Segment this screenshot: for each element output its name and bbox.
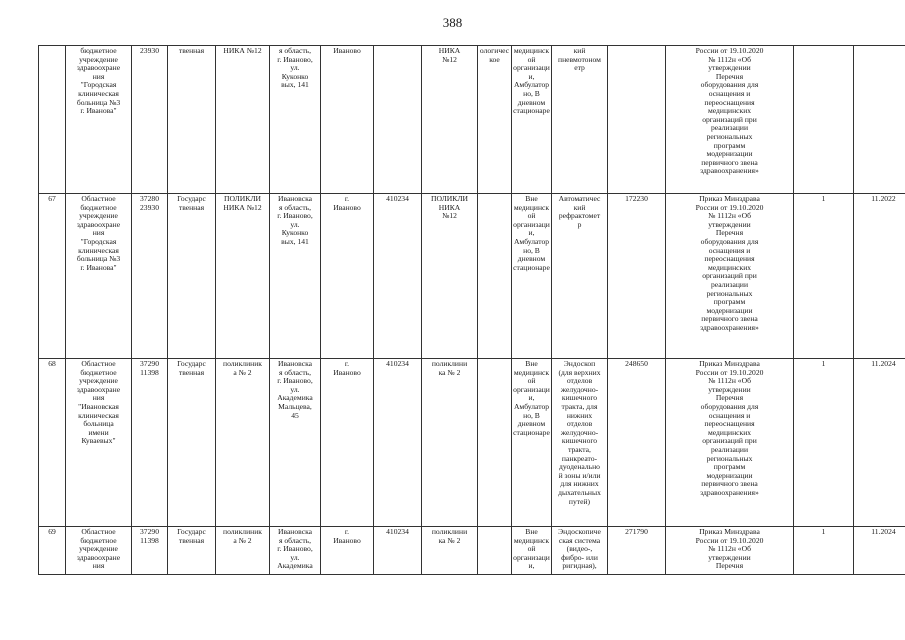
cell-inn [132, 194, 168, 359]
cell-text-line: НИКА №12 [223, 46, 262, 55]
cell-equipment-code [608, 194, 666, 359]
cell-address [270, 359, 321, 527]
cell-text-line: желудочно- [560, 427, 599, 437]
cell-text-line: первичного звена [701, 314, 758, 324]
table-row [39, 527, 905, 575]
cell-text-line: г. [344, 527, 350, 536]
cell-text-line: модернизации [706, 149, 753, 159]
cell-text-line: Перечня [715, 393, 744, 403]
cell-text-line: Академика [277, 561, 313, 571]
cell-text-line: утверждении [708, 63, 751, 73]
cell-unit-name [422, 46, 478, 194]
cell-unit-profile [478, 194, 512, 359]
cell-text-line: Ивановска [277, 359, 313, 368]
cell-text-line: ул. [290, 384, 300, 394]
cell-text-line: Иваново [333, 535, 361, 545]
cell-text-line: 23930 [140, 46, 159, 55]
cell-text-line: № 1112н «Об [708, 544, 751, 554]
cell-row-number [39, 194, 66, 359]
cell-text-line: 23930 [140, 202, 159, 212]
cell-text-line: 45 [291, 410, 299, 420]
cell-address [270, 46, 321, 194]
cell-text-line: медицинск [513, 202, 550, 212]
cell-text-line: поликлиник [223, 527, 262, 536]
cell-text-line: здравоохране [76, 219, 121, 229]
cell-text-line: 37290 [140, 359, 159, 368]
cell-text-line: здравоохране [76, 552, 121, 562]
cell-text-line: программ [713, 140, 746, 150]
cell-unit-name [422, 527, 478, 575]
cell-text-line: я область, [278, 367, 312, 377]
cell-text-line: медицинск [513, 46, 550, 55]
cell-unit-name [422, 359, 478, 527]
cell-inn [132, 527, 168, 575]
cell-text-line: реализации [710, 279, 749, 289]
cell-equipment-code [608, 46, 666, 194]
cell-text-line: отделов [566, 376, 593, 386]
cell-text-line: а № 2 [233, 535, 252, 545]
cell-text-line: 410234 [386, 527, 409, 536]
cell-text-line: оборудования для [700, 236, 759, 246]
cell-text-line: ния [92, 228, 105, 238]
cell-text-line: 172230 [625, 194, 648, 203]
cell-text-line: твенная [178, 202, 205, 212]
cell-text-line: Вне [525, 359, 538, 368]
cell-text-line: г. Иваново, [277, 54, 313, 64]
cell-text-line: но, В [523, 88, 540, 98]
cell-text-line: имени [88, 427, 109, 437]
cell-delivery-date [854, 359, 905, 527]
cell-text-line: Государс [177, 359, 206, 368]
cell-text-line: тракта, для [561, 401, 598, 411]
cell-unit-profile [478, 46, 512, 194]
cell-text-line: поликлиник [223, 359, 262, 368]
cell-unit-name [422, 194, 478, 359]
cell-ownership [168, 194, 216, 359]
cell-text-line: рефрактомет [558, 211, 601, 221]
cell-text-line: России от 19.10.2020 [695, 367, 764, 377]
cell-text-line: модернизации [706, 305, 753, 315]
cell-legal-basis [666, 527, 794, 575]
cell-text-line: программ [713, 462, 746, 472]
cell-address [270, 527, 321, 575]
cell-text-line: "Ивановская [78, 401, 119, 411]
cell-text-line: реализации [710, 123, 749, 133]
cell-text-line: Куваевых" [81, 436, 116, 446]
cell-text-line: дневном [517, 97, 546, 107]
cell-text-line: 37280 [140, 194, 159, 203]
cell-oktmo-code [374, 194, 422, 359]
cell-text-line: клиническая [78, 410, 119, 420]
cell-text-line: Ивановска [277, 527, 313, 536]
cell-text-line: 1 [821, 359, 826, 368]
cell-text-line: Амбулатор [513, 401, 550, 411]
cell-text-line: первичного звена [701, 157, 758, 167]
cell-text-line: региональных [706, 131, 753, 141]
cell-text-line: я область, [278, 535, 312, 545]
cell-text-line: твенная [178, 535, 205, 545]
cell-text-line: России от 19.10.2020 [695, 535, 764, 545]
cell-text-line: Государс [177, 194, 206, 203]
cell-subdivision [216, 359, 270, 527]
cell-text-line: стационаре [513, 427, 550, 437]
cell-text-line: 69 [48, 527, 56, 536]
cell-text-line: Иваново [333, 46, 361, 55]
cell-text-line: Куконко [281, 71, 309, 81]
cell-text-line: Куконко [281, 228, 309, 238]
cell-text-line: ская система [558, 535, 601, 545]
cell-text-line: "Городская [80, 236, 117, 246]
cell-care-conditions [512, 194, 552, 359]
cell-text-line: но, В [523, 245, 540, 255]
cell-text-line: г. [344, 359, 350, 368]
cell-text-line: Иваново [333, 367, 361, 377]
cell-text-line: программ [713, 297, 746, 307]
cell-text-line: и, [528, 71, 535, 81]
cell-city [321, 194, 374, 359]
cell-quantity [794, 359, 854, 527]
cell-text-line: и, [528, 561, 535, 571]
cell-text-line: учреждение [79, 211, 118, 221]
cell-city [321, 46, 374, 194]
cell-text-line: поликлини [431, 527, 468, 536]
cell-text-line: Академика [277, 393, 313, 403]
cell-delivery-date [854, 46, 905, 194]
cell-ownership [168, 527, 216, 575]
cell-text-line: Автоматичес [558, 194, 601, 203]
cell-text-line: НИКА [438, 202, 461, 212]
cell-care-conditions [512, 46, 552, 194]
cell-text-line: 271790 [625, 527, 648, 536]
cell-text-line: №12 [442, 211, 457, 221]
cell-oktmo-code [374, 46, 422, 194]
cell-text-line: медицинских [707, 427, 752, 437]
cell-organization [66, 46, 132, 194]
cell-text-line: для нижних [560, 479, 599, 489]
cell-inn [132, 359, 168, 527]
cell-text-line: ПОЛИКЛИ [431, 194, 468, 203]
cell-text-line: Вне [525, 527, 538, 536]
cell-text-line: утверждении [708, 384, 751, 394]
cell-text-line: етр [574, 63, 585, 73]
cell-text-line: здравоохранения» [700, 322, 759, 332]
cell-text-line: ой [527, 54, 536, 64]
table-row [39, 194, 905, 359]
cell-text-line: 248650 [625, 359, 648, 368]
cell-text-line: ка № 2 [438, 535, 461, 545]
cell-text-line: фибро- или [561, 552, 598, 562]
cell-text-line: оснащения и [708, 410, 751, 420]
cell-ownership [168, 359, 216, 527]
cell-text-line: организаций при [702, 436, 757, 446]
cell-text-line: оборудования для [700, 80, 759, 90]
cell-city [321, 527, 374, 575]
cell-text-line: Вне [525, 194, 538, 203]
cell-text-line: здравоохране [76, 63, 121, 73]
cell-text-line: г. Иваново, [277, 544, 313, 554]
cell-text-line: й зоны и/или [558, 470, 601, 480]
cell-text-line: переоснащения [704, 254, 755, 264]
cell-text-line: Амбулатор [513, 80, 550, 90]
cell-text-line: бюджетное [80, 367, 117, 377]
cell-text-line: г. Иванова" [80, 262, 117, 272]
cell-delivery-date [854, 194, 905, 359]
cell-text-line: Областное [81, 194, 116, 203]
cell-text-line: организаци [513, 219, 550, 229]
cell-text-line: медицинск [513, 535, 550, 545]
cell-subdivision [216, 527, 270, 575]
cell-text-line: бюджетное [80, 46, 117, 55]
cell-text-line: 11398 [140, 367, 159, 377]
cell-text-line: Эндоскоп [563, 359, 596, 368]
cell-text-line: кишечного [561, 436, 598, 446]
cell-text-line: № 1112н «Об [708, 54, 751, 64]
cell-text-line: организаций при [702, 271, 757, 281]
cell-text-line: ПОЛИКЛИ [224, 194, 261, 203]
cell-text-line: ул. [290, 219, 300, 229]
cell-unit-profile [478, 527, 512, 575]
cell-text-line: кое [489, 54, 500, 64]
cell-text-line: Приказ Минздрава [699, 194, 760, 203]
cell-row-number [39, 46, 66, 194]
cell-text-line: ологичес [479, 46, 510, 55]
cell-text-line: №12 [442, 54, 457, 64]
cell-text-line: дневном [517, 419, 546, 429]
cell-quantity [794, 527, 854, 575]
cell-equipment [552, 46, 608, 194]
cell-text-line: твенная [178, 367, 205, 377]
cell-text-line: организаци [513, 384, 550, 394]
cell-organization [66, 359, 132, 527]
cell-text-line: 11.2024 [871, 527, 896, 536]
equipment-table [38, 45, 905, 575]
cell-text-line: учреждение [79, 376, 118, 386]
cell-text-line: НИКА №12 [223, 202, 262, 212]
cell-text-line: модернизации [706, 470, 753, 480]
cell-text-line: дыхательных [558, 487, 601, 497]
cell-text-line: здравоохране [76, 384, 121, 394]
cell-text-line: твенная [178, 46, 205, 55]
cell-text-line: Иваново [333, 202, 361, 212]
cell-text-line: ка № 2 [438, 367, 461, 377]
cell-text-line: клиническая [78, 88, 119, 98]
cell-text-line: и, [528, 228, 535, 238]
cell-text-line: путей) [568, 496, 591, 506]
cell-text-line: Перечня [715, 561, 744, 571]
cell-text-line: Ивановска [277, 194, 313, 203]
cell-text-line: бюджетное [80, 202, 117, 212]
cell-text-line: ния [92, 561, 105, 571]
cell-text-line: клиническая [78, 245, 119, 255]
cell-text-line: г. [344, 194, 350, 203]
cell-text-line: организаций при [702, 114, 757, 124]
cell-organization [66, 194, 132, 359]
cell-text-line: Эндоскопиче [558, 527, 601, 536]
cell-text-line: (видео-, [566, 544, 593, 554]
cell-text-line: 11.2022 [871, 194, 896, 203]
cell-text-line: 11.2024 [871, 359, 896, 368]
cell-text-line: дневном [517, 254, 546, 264]
cell-row-number [39, 359, 66, 527]
cell-ownership [168, 46, 216, 194]
cell-text-line: я область, [278, 46, 312, 55]
cell-text-line: г. Иваново, [277, 211, 313, 221]
cell-text-line: 67 [48, 194, 56, 203]
cell-text-line: медицинских [707, 106, 752, 116]
cell-text-line: Государс [177, 527, 206, 536]
cell-text-line: региональных [706, 288, 753, 298]
cell-text-line: больница №3 [76, 97, 121, 107]
cell-text-line: здравоохранения» [700, 487, 759, 497]
cell-oktmo-code [374, 359, 422, 527]
cell-text-line: № 1112н «Об [708, 211, 751, 221]
cell-inn [132, 46, 168, 194]
cell-text-line: здравоохранения» [700, 166, 759, 176]
cell-text-line: Мальцева, [278, 401, 312, 411]
cell-text-line: Перечня [715, 228, 744, 238]
cell-equipment-code [608, 359, 666, 527]
cell-quantity [794, 194, 854, 359]
cell-equipment [552, 359, 608, 527]
cell-text-line: больница [83, 419, 114, 429]
cell-care-conditions [512, 359, 552, 527]
cell-text-line: Перечня [715, 71, 744, 81]
table-row [39, 359, 905, 527]
cell-text-line: но, В [523, 410, 540, 420]
cell-text-line: Областное [81, 527, 116, 536]
cell-legal-basis [666, 359, 794, 527]
cell-text-line: оснащения и [708, 245, 751, 255]
cell-text-line: бюджетное [80, 535, 117, 545]
cell-text-line: и, [528, 393, 535, 403]
cell-text-line: медицинских [707, 262, 752, 272]
cell-text-line: организаци [513, 63, 550, 73]
cell-oktmo-code [374, 527, 422, 575]
cell-text-line: а № 2 [233, 367, 252, 377]
cell-text-line: 410234 [386, 194, 409, 203]
cell-text-line: переоснащения [704, 419, 755, 429]
cell-text-line: 37290 [140, 527, 159, 536]
cell-text-line: кишечного [561, 393, 598, 403]
cell-text-line: учреждение [79, 544, 118, 554]
cell-text-line: Амбулатор [513, 236, 550, 246]
cell-text-line: кий [573, 46, 586, 55]
cell-text-line: ой [527, 211, 536, 221]
cell-legal-basis [666, 194, 794, 359]
cell-delivery-date [854, 527, 905, 575]
cell-equipment [552, 527, 608, 575]
cell-organization [66, 527, 132, 575]
cell-text-line: организаци [513, 552, 550, 562]
cell-quantity [794, 46, 854, 194]
cell-address [270, 194, 321, 359]
cell-care-conditions [512, 527, 552, 575]
cell-text-line: ния [92, 393, 105, 403]
cell-text-line: оборудования для [700, 401, 759, 411]
cell-text-line: нижних [566, 410, 593, 420]
cell-city [321, 359, 374, 527]
cell-text-line: ул. [290, 63, 300, 73]
cell-text-line: больница №3 [76, 254, 121, 264]
cell-text-line: медицинск [513, 367, 550, 377]
cell-text-line: вых, 141 [281, 236, 309, 246]
cell-text-line: отделов [566, 419, 593, 429]
cell-text-line: учреждение [79, 54, 118, 64]
cell-text-line: я область, [278, 202, 312, 212]
page-number: 388 [442, 15, 463, 30]
cell-unit-profile [478, 359, 512, 527]
cell-row-number [39, 527, 66, 575]
cell-text-line: поликлини [431, 359, 468, 368]
cell-text-line: вых, 141 [281, 80, 309, 90]
cell-text-line: 11398 [140, 535, 159, 545]
cell-subdivision [216, 194, 270, 359]
cell-text-line: стационаре [513, 106, 550, 116]
cell-text-line: НИКА [438, 46, 461, 55]
cell-text-line: переоснащения [704, 97, 755, 107]
cell-text-line: р [577, 219, 582, 229]
cell-text-line: 410234 [386, 359, 409, 368]
cell-text-line: оснащения и [708, 88, 751, 98]
cell-text-line: желудочно- [560, 384, 599, 394]
cell-text-line: дуоденально [559, 462, 600, 472]
cell-text-line: 68 [48, 359, 56, 368]
cell-equipment-code [608, 527, 666, 575]
cell-text-line: региональных [706, 453, 753, 463]
cell-text-line: тракта, [568, 444, 591, 454]
cell-text-line: (для верхних [558, 367, 601, 377]
cell-text-line: ой [527, 376, 536, 386]
cell-text-line: г. Иванова" [80, 106, 117, 116]
cell-text-line: России от 19.10.2020 [695, 46, 764, 55]
cell-text-line: "Городская [80, 80, 117, 90]
cell-text-line: Приказ Минздрава [699, 527, 760, 536]
cell-text-line: России от 19.10.2020 [695, 202, 764, 212]
cell-text-line: № 1112н «Об [708, 376, 751, 386]
cell-text-line: г. Иваново, [277, 376, 313, 386]
cell-subdivision [216, 46, 270, 194]
cell-text-line: Приказ Минздрава [699, 359, 760, 368]
cell-equipment [552, 194, 608, 359]
cell-text-line: утверждении [708, 552, 751, 562]
cell-text-line: ния [92, 71, 105, 81]
cell-text-line: Областное [81, 359, 116, 368]
cell-text-line: утверждении [708, 219, 751, 229]
cell-text-line: ой [527, 544, 536, 554]
table-row [39, 46, 905, 194]
cell-text-line: 1 [821, 194, 826, 203]
cell-text-line: реализации [710, 444, 749, 454]
cell-text-line: кий [573, 202, 586, 212]
cell-text-line: пневмотоном [558, 54, 601, 64]
cell-text-line: первичного звена [701, 479, 758, 489]
cell-text-line: 1 [821, 527, 826, 536]
cell-text-line: ригидная), [562, 561, 597, 571]
cell-text-line: стационаре [513, 262, 550, 272]
cell-text-line: ул. [290, 552, 300, 562]
cell-text-line: панкреато- [561, 453, 598, 463]
cell-legal-basis [666, 46, 794, 194]
